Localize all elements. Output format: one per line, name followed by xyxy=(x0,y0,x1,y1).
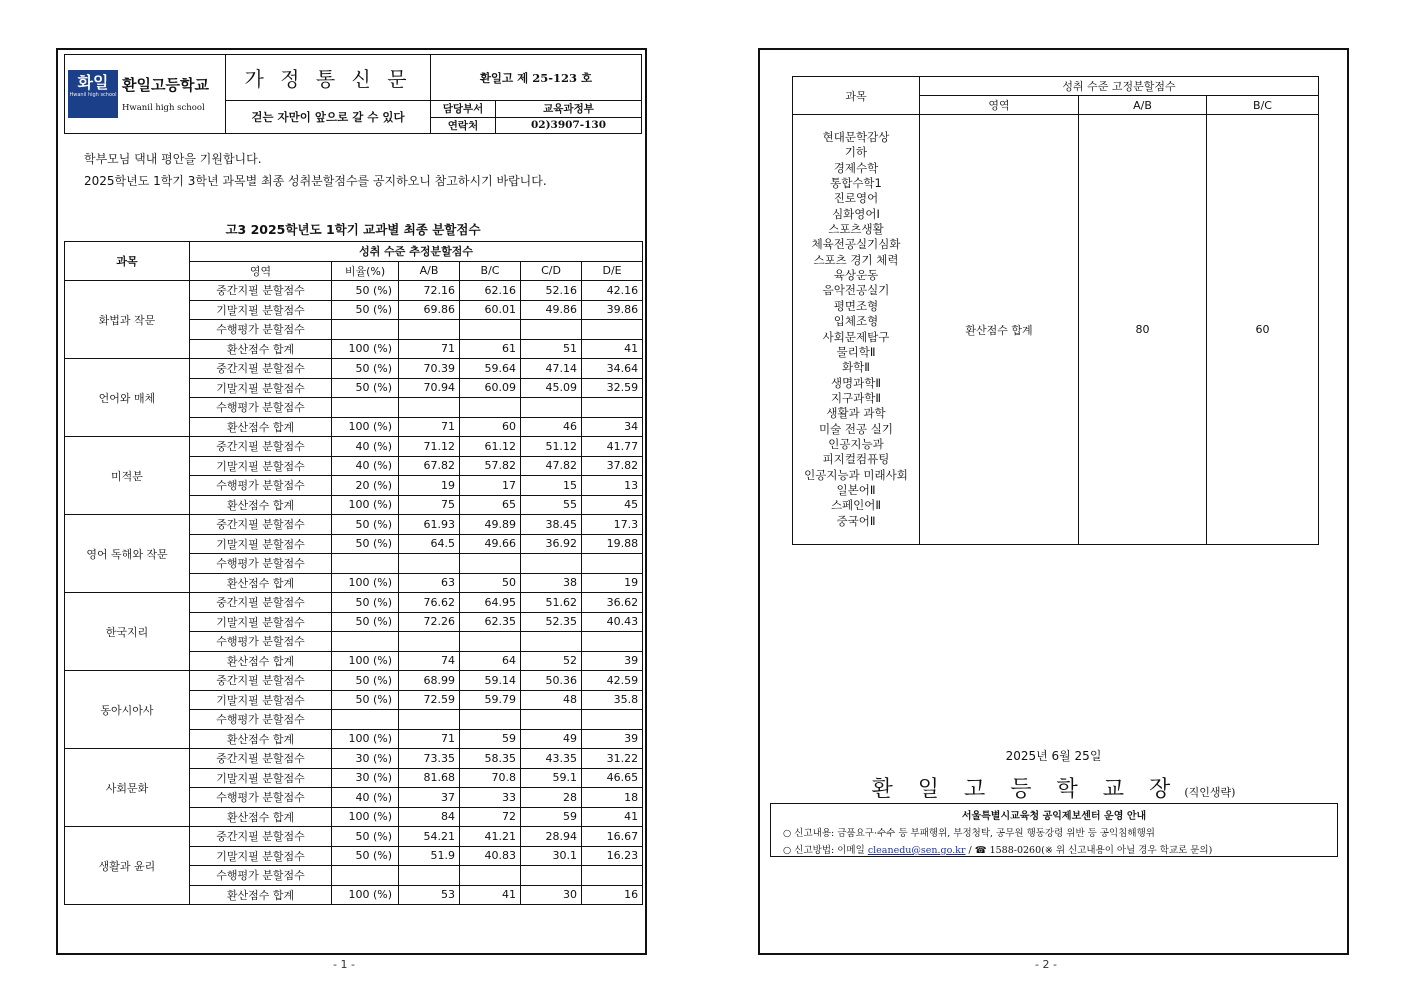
score-cell: 72.59 xyxy=(399,690,460,710)
score-cell xyxy=(399,710,460,730)
school-logo-icon: 화일 Hwanil high school xyxy=(68,70,118,118)
score-cell: 39 xyxy=(582,729,643,749)
area-cell: 기말지필 분할점수 xyxy=(190,846,332,866)
table-row xyxy=(65,749,643,769)
ratio-cell xyxy=(332,866,399,886)
principal-signature xyxy=(760,772,1347,803)
subject-name: 한국지리 xyxy=(65,593,190,671)
score-cell: 59 xyxy=(521,807,582,827)
score-cell: 36.62 xyxy=(582,593,643,613)
fixed-subject-item: 중국어Ⅱ xyxy=(836,513,876,528)
fixed-ab-value: 80 xyxy=(1079,115,1207,545)
ratio-cell: 40 (%) xyxy=(332,437,399,457)
score-cell: 64.95 xyxy=(460,593,521,613)
table-title: 고3 2025학년도 1학기 교과별 최종 분할점수 xyxy=(225,222,481,237)
fixed-subject-item: 입체조형 xyxy=(833,314,879,329)
score-cell xyxy=(460,710,521,730)
area-cell: 수행평가 분할점수 xyxy=(190,398,332,418)
fixed-subject-item: 경제수학 xyxy=(833,160,879,175)
score-cell: 41 xyxy=(582,807,643,827)
ratio-cell: 50 (%) xyxy=(332,671,399,691)
score-cell: 58.35 xyxy=(460,749,521,769)
score-cell: 32.59 xyxy=(582,378,643,398)
col-de-header: D/E xyxy=(582,261,643,281)
fixed-col-bc-header: B/C xyxy=(1207,96,1319,115)
area-cell: 환산점수 합계 xyxy=(190,807,332,827)
score-cell: 64.5 xyxy=(399,534,460,554)
score-cell xyxy=(399,320,460,340)
fixed-subject-item: 스포츠 경기 체력 xyxy=(813,252,899,267)
area-cell: 수행평가 분할점수 xyxy=(190,476,332,496)
score-cell: 37.82 xyxy=(582,456,643,476)
subject-name: 미적분 xyxy=(65,437,190,515)
area-cell: 중간지필 분할점수 xyxy=(190,671,332,691)
ratio-cell: 50 (%) xyxy=(332,534,399,554)
score-cell: 36.92 xyxy=(521,534,582,554)
fixed-subject-item: 기하 xyxy=(844,145,868,160)
page-number-1: - 1 - xyxy=(333,958,355,971)
area-cell: 중간지필 분할점수 xyxy=(190,281,332,301)
score-cell: 72.26 xyxy=(399,612,460,632)
area-cell: 수행평가 분할점수 xyxy=(190,788,332,808)
fixed-subject-item: 생명과학Ⅱ xyxy=(830,375,882,390)
col-ab-header: A/B xyxy=(399,261,460,281)
score-cell: 72 xyxy=(460,807,521,827)
ratio-cell: 50 (%) xyxy=(332,690,399,710)
score-cell: 37 xyxy=(399,788,460,808)
subject-name: 언어와 매체 xyxy=(65,359,190,437)
ratio-cell: 100 (%) xyxy=(332,495,399,515)
fixed-col-area-header: 영역 xyxy=(920,96,1079,115)
fixed-bc-value: 60 xyxy=(1207,115,1319,545)
score-table xyxy=(64,241,643,905)
score-cell: 38.45 xyxy=(521,515,582,535)
area-cell: 기말지필 분할점수 xyxy=(190,768,332,788)
col-area-header: 영역 xyxy=(190,261,332,281)
table-row xyxy=(65,671,643,691)
score-cell xyxy=(521,398,582,418)
score-cell: 28.94 xyxy=(521,827,582,847)
score-cell: 28 xyxy=(521,788,582,808)
score-cell: 71.12 xyxy=(399,437,460,457)
fixed-subject-item: 생활과 과학 xyxy=(826,406,886,421)
area-cell: 환산점수 합계 xyxy=(190,495,332,515)
score-cell xyxy=(399,398,460,418)
score-cell: 60.09 xyxy=(460,378,521,398)
area-cell: 수행평가 분할점수 xyxy=(190,554,332,574)
subject-name: 동아시아사 xyxy=(65,671,190,749)
score-cell: 42.16 xyxy=(582,281,643,301)
score-cell: 55 xyxy=(521,495,582,515)
area-cell: 중간지필 분할점수 xyxy=(190,749,332,769)
score-cell: 17.3 xyxy=(582,515,643,535)
score-cell: 54.21 xyxy=(399,827,460,847)
fixed-col-ab-header: A/B xyxy=(1079,96,1207,115)
score-cell: 41.77 xyxy=(582,437,643,457)
score-cell: 16.67 xyxy=(582,827,643,847)
area-cell: 수행평가 분할점수 xyxy=(190,710,332,730)
score-cell xyxy=(582,710,643,730)
ratio-cell: 100 (%) xyxy=(332,573,399,593)
score-cell: 57.82 xyxy=(460,456,521,476)
col-group-header: 성취 수준 추정분할점수 xyxy=(190,242,643,262)
notice-line-1: ○ 신고내용: 금품요구·수수 등 부패행위, 부정청탁, 공무원 행동강령 위반 등 공익침해행위 xyxy=(783,828,1155,839)
subject-name: 영어 독해와 작문 xyxy=(65,515,190,593)
school-motto: 걷는 자만이 앞으로 갈 수 있다 xyxy=(226,101,431,134)
score-cell: 62.35 xyxy=(460,612,521,632)
score-cell: 51.62 xyxy=(521,593,582,613)
score-cell: 35.8 xyxy=(582,690,643,710)
area-cell: 환산점수 합계 xyxy=(190,885,332,905)
score-cell: 50.36 xyxy=(521,671,582,691)
ratio-cell: 30 (%) xyxy=(332,768,399,788)
score-cell: 49.66 xyxy=(460,534,521,554)
ratio-cell: 40 (%) xyxy=(332,788,399,808)
score-cell: 59.1 xyxy=(521,768,582,788)
score-cell: 41 xyxy=(460,885,521,905)
score-cell: 49.89 xyxy=(460,515,521,535)
area-cell: 기말지필 분할점수 xyxy=(190,690,332,710)
score-cell xyxy=(460,632,521,652)
score-cell: 34.64 xyxy=(582,359,643,379)
score-cell xyxy=(582,554,643,574)
score-cell: 52 xyxy=(521,651,582,671)
score-cell: 16.23 xyxy=(582,846,643,866)
score-cell: 45.09 xyxy=(521,378,582,398)
fixed-subject-item: 사회문제탐구 xyxy=(822,329,890,344)
fixed-subject-item: 진로영어 xyxy=(833,191,879,206)
ratio-cell: 50 (%) xyxy=(332,378,399,398)
score-cell: 71 xyxy=(399,729,460,749)
ratio-cell xyxy=(332,320,399,340)
score-cell: 63 xyxy=(399,573,460,593)
score-cell xyxy=(582,398,643,418)
col-subject-header: 과목 xyxy=(65,242,190,281)
fixed-col-group-header: 성취 수준 고정분할점수 xyxy=(920,77,1319,96)
score-cell: 30 xyxy=(521,885,582,905)
newsletter-header xyxy=(64,54,642,134)
area-cell: 환산점수 합계 xyxy=(190,417,332,437)
ratio-cell: 30 (%) xyxy=(332,749,399,769)
page-1 xyxy=(56,48,647,955)
score-cell: 19.88 xyxy=(582,534,643,554)
score-cell: 69.86 xyxy=(399,300,460,320)
contact-label: 연락처 xyxy=(431,117,496,133)
ratio-cell: 50 (%) xyxy=(332,515,399,535)
score-cell: 51.12 xyxy=(521,437,582,457)
score-cell: 76.62 xyxy=(399,593,460,613)
score-cell: 30.1 xyxy=(521,846,582,866)
score-cell xyxy=(399,554,460,574)
fixed-subject-item: 미술 전공 실기 xyxy=(819,421,893,436)
greeting-line-2: 2025학년도 1학기 3학년 과목별 최종 성취분할점수를 공지하오니 참고하시기 바랍니다. xyxy=(84,174,547,188)
table-row xyxy=(65,827,643,847)
score-cell: 60 xyxy=(460,417,521,437)
page-2 xyxy=(758,48,1349,955)
notice-method-label: ○ 신고방법: 이메일 xyxy=(783,845,865,856)
score-cell: 59.79 xyxy=(460,690,521,710)
area-cell: 중간지필 분할점수 xyxy=(190,515,332,535)
ratio-cell xyxy=(332,710,399,730)
ratio-cell: 50 (%) xyxy=(332,827,399,847)
score-cell: 71 xyxy=(399,339,460,359)
table-row xyxy=(65,593,643,613)
score-cell xyxy=(521,320,582,340)
score-cell xyxy=(399,632,460,652)
area-cell: 기말지필 분할점수 xyxy=(190,534,332,554)
notice-email-link[interactable]: cleanedu@sen.go.kr xyxy=(867,845,966,856)
fixed-subject-item: 스페인어Ⅱ xyxy=(830,498,882,513)
fixed-subject-item: 음악전공실기 xyxy=(822,283,890,298)
notice-title: 서울특별시교육청 공익제보센터 운영 안내 xyxy=(961,811,1147,822)
fixed-subject-item: 육상운동 xyxy=(833,268,879,283)
score-cell: 62.16 xyxy=(460,281,521,301)
score-cell xyxy=(582,866,643,886)
score-cell: 52.16 xyxy=(521,281,582,301)
fixed-subject-item: 물리학Ⅱ xyxy=(836,344,876,359)
score-cell: 50 xyxy=(460,573,521,593)
ratio-cell: 50 (%) xyxy=(332,281,399,301)
fixed-subject-item: 인공지능과 xyxy=(828,436,884,451)
area-cell: 환산점수 합계 xyxy=(190,651,332,671)
area-cell: 환산점수 합계 xyxy=(190,573,332,593)
ratio-cell: 100 (%) xyxy=(332,339,399,359)
score-cell: 68.99 xyxy=(399,671,460,691)
table-row xyxy=(65,281,643,301)
dept-value: 교육과정부 xyxy=(496,101,642,117)
fixed-subject-list xyxy=(793,115,920,545)
school-name-en: Hwanil high school xyxy=(122,103,205,114)
score-cell: 34 xyxy=(582,417,643,437)
ratio-cell xyxy=(332,398,399,418)
ratio-cell: 100 (%) xyxy=(332,651,399,671)
fixed-subject-item: 평면조형 xyxy=(833,298,879,313)
score-cell: 59 xyxy=(460,729,521,749)
score-cell: 61.12 xyxy=(460,437,521,457)
area-cell: 기말지필 분할점수 xyxy=(190,300,332,320)
score-cell xyxy=(460,398,521,418)
score-cell xyxy=(399,866,460,886)
score-cell: 67.82 xyxy=(399,456,460,476)
area-cell: 수행평가 분할점수 xyxy=(190,632,332,652)
ratio-cell: 50 (%) xyxy=(332,846,399,866)
area-cell: 수행평가 분할점수 xyxy=(190,320,332,340)
score-cell xyxy=(521,554,582,574)
score-cell: 51 xyxy=(521,339,582,359)
score-cell: 42.59 xyxy=(582,671,643,691)
col-bc-header: B/C xyxy=(460,261,521,281)
score-cell: 52.35 xyxy=(521,612,582,632)
ratio-cell: 50 (%) xyxy=(332,593,399,613)
area-cell: 중간지필 분할점수 xyxy=(190,359,332,379)
score-cell: 59.14 xyxy=(460,671,521,691)
score-cell: 38 xyxy=(521,573,582,593)
fixed-subject-item: 스포츠생활 xyxy=(828,222,884,237)
ratio-cell: 40 (%) xyxy=(332,456,399,476)
fixed-subject-item: 심화영어Ⅰ xyxy=(832,206,880,221)
score-cell: 47.82 xyxy=(521,456,582,476)
principal-name: 환 일 고 등 학 교 장 xyxy=(871,777,1180,802)
seal-note: (직인생략) xyxy=(1184,786,1236,799)
area-cell: 수행평가 분할점수 xyxy=(190,866,332,886)
table-row xyxy=(65,515,643,535)
ratio-cell: 100 (%) xyxy=(332,417,399,437)
score-cell: 70.8 xyxy=(460,768,521,788)
fixed-col-subject-header: 과목 xyxy=(793,77,920,115)
score-cell: 60.01 xyxy=(460,300,521,320)
score-cell: 39 xyxy=(582,651,643,671)
score-cell: 73.35 xyxy=(399,749,460,769)
score-cell xyxy=(582,320,643,340)
area-cell: 기말지필 분할점수 xyxy=(190,378,332,398)
score-cell: 49.86 xyxy=(521,300,582,320)
score-cell: 33 xyxy=(460,788,521,808)
score-cell: 64 xyxy=(460,651,521,671)
subject-name: 사회문화 xyxy=(65,749,190,827)
score-cell: 70.94 xyxy=(399,378,460,398)
school-logo-cell xyxy=(65,55,226,134)
notice-line-2 xyxy=(783,842,1337,856)
score-cell: 13 xyxy=(582,476,643,496)
score-cell: 46 xyxy=(521,417,582,437)
score-cell: 81.68 xyxy=(399,768,460,788)
ratio-cell: 50 (%) xyxy=(332,612,399,632)
fixed-subject-item: 화학Ⅱ xyxy=(842,360,870,375)
contact-value: 02)3907-130 xyxy=(530,119,607,131)
table-row xyxy=(65,359,643,379)
fixed-subject-item: 일본어Ⅱ xyxy=(836,482,876,497)
score-cell: 17 xyxy=(460,476,521,496)
score-cell: 40.83 xyxy=(460,846,521,866)
fixed-score-table xyxy=(792,76,1319,545)
notice-method-suffix: / ☎ 1588-0260(※ 위 신고내용이 아닐 경우 학교로 문의) xyxy=(965,845,1213,856)
area-cell: 기말지필 분할점수 xyxy=(190,456,332,476)
score-cell xyxy=(582,632,643,652)
area-cell: 중간지필 분할점수 xyxy=(190,437,332,457)
score-cell: 18 xyxy=(582,788,643,808)
score-cell xyxy=(460,866,521,886)
ratio-cell xyxy=(332,554,399,574)
score-cell: 84 xyxy=(399,807,460,827)
greeting-line-1: 학부모님 댁내 평안을 기원합니다. xyxy=(84,152,262,166)
fixed-subject-item: 체육전공실기심화 xyxy=(811,237,901,252)
table-row xyxy=(65,437,643,457)
fixed-subject-item: 피지컬컴퓨팅 xyxy=(822,452,890,467)
dept-label: 담당부서 xyxy=(431,101,496,117)
newsletter-title: 가 정 통 신 문 xyxy=(226,55,431,101)
col-cd-header: C/D xyxy=(521,261,582,281)
score-cell xyxy=(521,866,582,886)
score-cell: 72.16 xyxy=(399,281,460,301)
school-name: 환일고등학교 xyxy=(122,76,209,95)
issue-date: 2025년 6월 25일 xyxy=(1005,749,1102,763)
score-cell: 39.86 xyxy=(582,300,643,320)
ratio-cell xyxy=(332,632,399,652)
area-cell: 기말지필 분할점수 xyxy=(190,612,332,632)
issue-number: 환일고 제 25-123 호 xyxy=(431,55,642,101)
ratio-cell: 50 (%) xyxy=(332,300,399,320)
score-cell: 19 xyxy=(582,573,643,593)
area-cell: 환산점수 합계 xyxy=(190,339,332,359)
score-cell: 59.64 xyxy=(460,359,521,379)
ratio-cell: 20 (%) xyxy=(332,476,399,496)
score-cell xyxy=(521,632,582,652)
score-cell: 49 xyxy=(521,729,582,749)
score-cell: 41 xyxy=(582,339,643,359)
fixed-subject-item: 통합수학1 xyxy=(830,176,882,191)
whistleblower-notice xyxy=(770,803,1338,857)
score-cell: 31.22 xyxy=(582,749,643,769)
fixed-subject-item: 현대문학감상 xyxy=(822,130,890,145)
score-cell: 46.65 xyxy=(582,768,643,788)
score-cell: 19 xyxy=(399,476,460,496)
score-cell: 45 xyxy=(582,495,643,515)
area-cell: 중간지필 분할점수 xyxy=(190,827,332,847)
fixed-subject-item: 인공지능과 미래사회 xyxy=(804,467,908,482)
col-ratio-header: 비율(%) xyxy=(332,261,399,281)
score-cell: 43.35 xyxy=(521,749,582,769)
fixed-subject-item: 지구과학Ⅱ xyxy=(830,390,882,405)
page-number-2: - 2 - xyxy=(1035,958,1057,971)
score-cell: 40.43 xyxy=(582,612,643,632)
score-cell xyxy=(460,320,521,340)
score-cell: 65 xyxy=(460,495,521,515)
score-cell: 53 xyxy=(399,885,460,905)
ratio-cell: 100 (%) xyxy=(332,729,399,749)
score-cell: 51.9 xyxy=(399,846,460,866)
score-cell: 70.39 xyxy=(399,359,460,379)
fixed-area-value: 환산점수 합계 xyxy=(920,115,1079,545)
score-cell: 71 xyxy=(399,417,460,437)
subject-name: 생활과 윤리 xyxy=(65,827,190,905)
score-cell: 74 xyxy=(399,651,460,671)
score-cell: 47.14 xyxy=(521,359,582,379)
score-cell: 16 xyxy=(582,885,643,905)
score-cell: 61 xyxy=(460,339,521,359)
score-cell: 48 xyxy=(521,690,582,710)
ratio-cell: 100 (%) xyxy=(332,885,399,905)
ratio-cell: 100 (%) xyxy=(332,807,399,827)
area-cell: 중간지필 분할점수 xyxy=(190,593,332,613)
score-cell: 75 xyxy=(399,495,460,515)
score-cell xyxy=(521,710,582,730)
area-cell: 환산점수 합계 xyxy=(190,729,332,749)
score-cell: 41.21 xyxy=(460,827,521,847)
subject-name: 화법과 작문 xyxy=(65,281,190,359)
score-cell: 15 xyxy=(521,476,582,496)
score-cell xyxy=(460,554,521,574)
score-cell: 61.93 xyxy=(399,515,460,535)
ratio-cell: 50 (%) xyxy=(332,359,399,379)
